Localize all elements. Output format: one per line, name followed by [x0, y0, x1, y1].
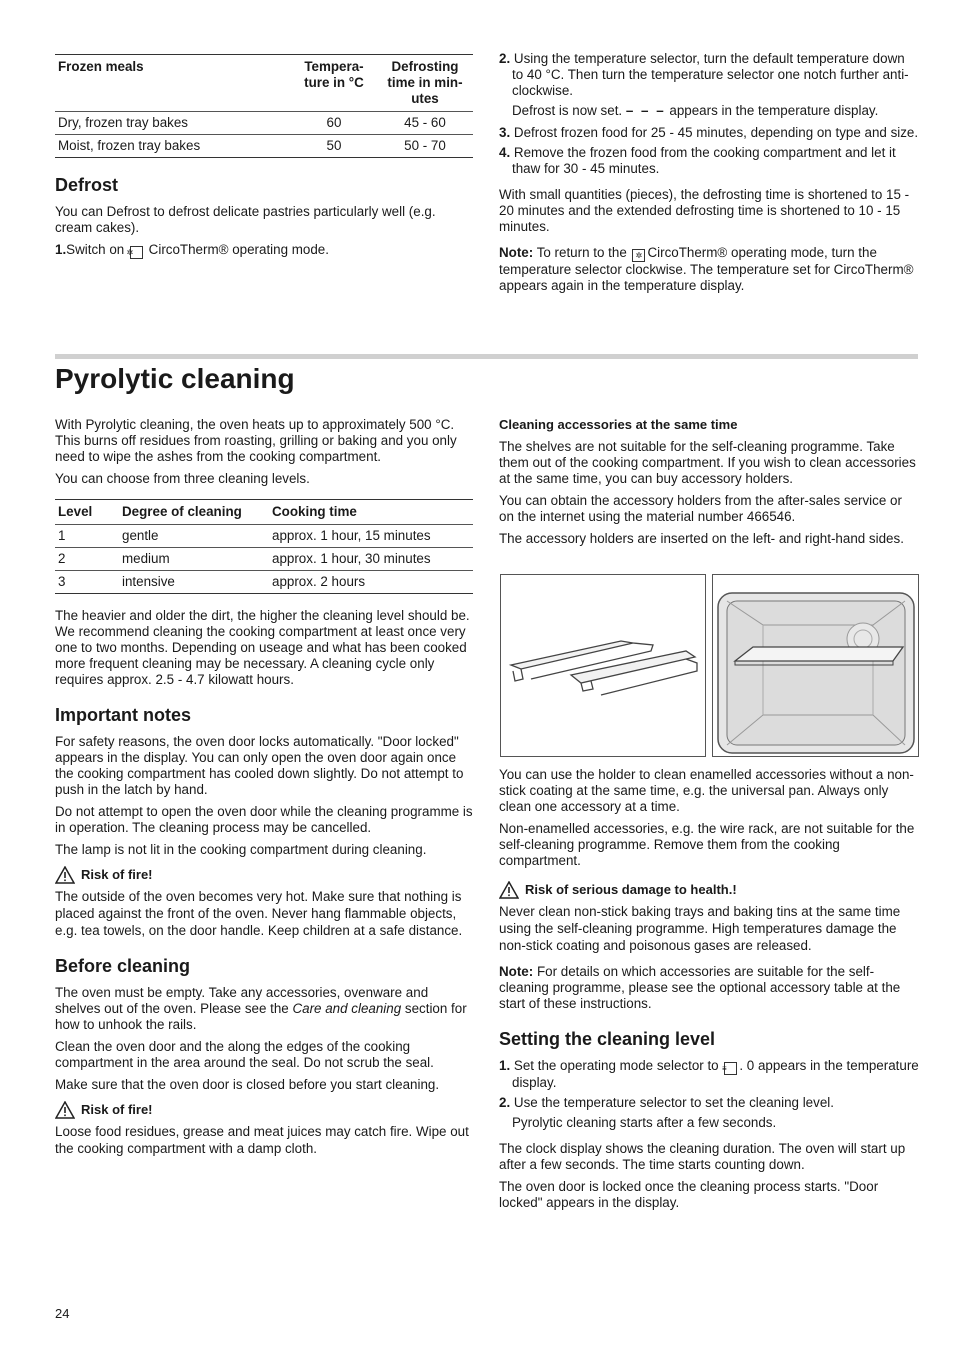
text: The oven must be empty. Take any accessories, ovenware and shelves out of the oven. Please see the — [55, 985, 429, 1016]
warning-triangle-icon — [55, 1101, 75, 1119]
setting-p2: The oven door is locked once the cleaning process starts. "Door locked" appears in the display. — [499, 1179, 879, 1210]
important-p1: For safety reasons, the oven door locks automatically. "Door locked" appears in the display. You can only open the oven door again once the cooking compartment has cooled down slightly. Do not attempt to push in the latch by hand. — [55, 734, 464, 797]
before-warning-text: Loose food residues, grease and meat juices may catch fire. Wipe out the cooking compartment with a damp cloth. — [55, 1124, 469, 1156]
step-text: Using the temperature selector, turn the default temperature down to 40 °C. Then turn the temperature selector one notch further anti-clockwise. — [512, 51, 909, 98]
cleaning-level-table — [55, 499, 473, 594]
table-row — [55, 548, 473, 571]
defrost-note — [499, 245, 919, 294]
health-risk-warning — [499, 881, 919, 899]
defrost-continued — [499, 51, 919, 300]
note-text: To return to the — [533, 245, 631, 260]
setting-step-1 — [499, 1058, 919, 1091]
table-header-cell: Level — [58, 504, 93, 519]
pyrolytic-right-column-lower — [499, 767, 919, 1217]
table-cell: 50 — [291, 135, 377, 158]
frozen-meals-table — [55, 54, 473, 158]
table-cell: gentle — [119, 525, 269, 548]
before-p2: Clean the oven door and the along the edges of the cooking compartment in the area around the seal. Do not scrub the seal. — [55, 1039, 434, 1070]
table-row — [55, 112, 473, 135]
step-number: 4. — [499, 145, 511, 160]
table-cell: approx. 1 hour, 30 minutes — [269, 548, 473, 571]
section-divider — [55, 354, 918, 359]
accessories-note — [499, 964, 919, 1012]
table-cell: approx. 2 hours — [269, 571, 473, 594]
step-number: 2. — [499, 51, 511, 66]
page-title: Pyrolytic cleaning — [55, 363, 295, 394]
frozen-meals-section — [55, 54, 473, 263]
pyro-dirt-text: The heavier and older the dirt, the higher the cleaning level should be. We recommend cleaning the cooking compartment at least once very one to two months. Depending on useage and what has been cooked more frequent cleaning may be necessary. A cleaning cycle only requires approx. 2.5 - 4.7 kilowatt hours. — [55, 608, 470, 687]
oven-interior-figure — [712, 574, 919, 757]
risk-of-fire-warning — [55, 866, 473, 884]
step-text: . 0 appears in the temperature display. — [512, 1058, 919, 1090]
table-header-row — [55, 500, 473, 525]
table-header-cell: Degree of cleaning — [122, 504, 242, 519]
accessories-p4: You can use the holder to clean enamelled accessories without a non-stick coating at the same time, e.g. the universal pan. Always only clean one accessory at a time. — [499, 767, 914, 814]
accessory-holder-illustration — [501, 575, 705, 756]
emphasis: Care and cleaning — [292, 1001, 402, 1016]
table-header-cell: Frozen meals — [58, 59, 144, 74]
pyrolytic-left-column — [55, 417, 473, 1163]
table-cell: 60 — [291, 112, 377, 135]
defrost-step-2-result — [499, 103, 919, 119]
important-p3: The lamp is not lit in the cooking compartment during cleaning. — [55, 842, 427, 857]
accessories-p3: The accessory holders are inserted on the left- and right-hand sides. — [499, 531, 904, 546]
important-notes-heading: Important notes — [55, 705, 192, 725]
table-header-row — [55, 55, 473, 112]
setting-step-2 — [499, 1095, 919, 1111]
table-cell: 45 - 60 — [377, 112, 473, 135]
table-header-cell: Defrosting time in min-utes — [387, 59, 463, 106]
defrost-step-3 — [499, 125, 919, 141]
step-text: Remove the frozen food from the cooking compartment and let it thaw for 30 - 45 minutes. — [512, 145, 896, 176]
step-text: Set the operating mode selector to — [513, 1058, 723, 1073]
note-text: CircoTherm® operating mode, turn the temperature selector clockwise. The temperature set for CircoTherm® appears again in the temperature display. — [499, 245, 914, 293]
warning-triangle-icon — [55, 866, 75, 884]
setting-cleaning-level-heading: Setting the cleaning level — [499, 1029, 716, 1049]
step-text: Defrost is now set. — [512, 103, 626, 118]
step-number: 3. — [499, 125, 511, 140]
defrost-small-quantities: With small quantities (pieces), the defrosting time is shortened to 15 - 20 minutes and the extended defrosting time is shortened to 10 - 15 minutes. — [499, 187, 910, 234]
defrost-intro: You can Defrost to defrost delicate pastries particularly well (e.g. cream cakes). — [55, 204, 436, 235]
table-header-cell: Cooking time — [272, 504, 357, 519]
defrost-step-4 — [499, 145, 919, 177]
risk-of-fire-warning — [55, 1101, 473, 1119]
table-header-cell: Tempera- ture in °C — [304, 59, 364, 90]
table-cell: 1 — [55, 525, 119, 548]
text: section for how to unhook the rails. — [55, 1001, 467, 1032]
setting-p1: The clock display shows the cleaning duration. The oven will start up after a few seconds. The time starts counting down. — [499, 1141, 906, 1172]
pyro-levels-text: You can choose from three cleaning levels. — [55, 471, 310, 486]
pyro-intro: With Pyrolytic cleaning, the oven heats up to approximately 500 °C. This burns off residues from roasting, grilling or baking and you only need to wipe the ashes from the cooking compartment. — [55, 417, 457, 464]
oven-interior-illustration — [713, 575, 918, 756]
step-number: 1. — [55, 242, 67, 257]
step-text: Defrost frozen food for 25 - 45 minutes, depending on type and size. — [513, 125, 919, 140]
pyrolytic-right-column — [499, 417, 919, 553]
note-text: For details on which accessories are suitable for the self-cleaning programme, please see the optional accessory table at the start of these instructions. — [499, 964, 901, 1011]
step-text: appears in the temperature display. — [665, 103, 879, 118]
table-row — [55, 571, 473, 594]
accessories-p5: Non-enamelled accessories, e.g. the wire rack, are not suitable for the self-cleaning programme. Remove them from the cooking compartment. — [499, 821, 915, 868]
step-number: 1. — [499, 1058, 511, 1073]
accessories-p1: The shelves are not suitable for the self-cleaning programme. Take them out of the cooking compartment. If you wish to clean accessories at the same time, you can buy accessory holders. — [499, 439, 916, 486]
step-text: Use the temperature selector to set the cleaning level. — [513, 1095, 834, 1110]
step-number: 2. — [499, 1095, 511, 1110]
accessories-p2: You can obtain the accessory holders from the after-sales service or on the internet using the material number 466546. — [499, 493, 902, 524]
table-cell: approx. 1 hour, 15 minutes — [269, 525, 473, 548]
before-p3: Make sure that the oven door is closed before you start cleaning. — [55, 1077, 440, 1092]
defrost-step-1 — [55, 242, 473, 259]
table-cell: Moist, frozen tray bakes — [55, 135, 291, 158]
table-cell: medium — [119, 548, 269, 571]
note-label: Note: — [499, 245, 534, 260]
table-cell: 2 — [55, 548, 119, 571]
setting-step-2-result: Pyrolytic cleaning starts after a few seconds. — [512, 1115, 777, 1130]
temperature-display-dashes: – – – — [625, 103, 666, 118]
table-cell: Dry, frozen tray bakes — [55, 112, 291, 135]
before-p1 — [55, 985, 473, 1033]
table-row — [55, 525, 473, 548]
warning-label: Risk of serious damage to health.! — [525, 882, 737, 897]
before-cleaning-heading: Before cleaning — [55, 956, 191, 976]
accessories-warning-text: Never clean non-stick baking trays and baking tins at the same time using the self-cleaning programme. High temperatures damage the non-stick coating and poisonous gases are released. — [499, 904, 901, 953]
important-warning-text: The outside of the oven becomes very hot. Make sure that nothing is placed against the front of the oven. Never hang flammable objects, e.g. tea towels, on the door handle. Keep children at a safe distance. — [55, 889, 463, 938]
pyrolysis-mode-icon: ≡ — [724, 1062, 737, 1075]
circotherm-icon: ✲ — [632, 249, 645, 262]
page-number: 24 — [55, 1306, 70, 1321]
warning-triangle-icon — [499, 881, 519, 899]
note-label: Note: — [499, 964, 534, 979]
table-row — [55, 135, 473, 158]
table-cell: 3 — [55, 571, 119, 594]
accessory-holder-figure — [500, 574, 706, 757]
table-cell: intensive — [119, 571, 269, 594]
table-cell: 50 - 70 — [377, 135, 473, 158]
circotherm-icon: ✲ — [130, 246, 143, 259]
defrost-heading: Defrost — [55, 175, 119, 195]
important-p2: Do not attempt to open the oven door while the cleaning programme is in operation. The cleaning process may be cancelled. — [55, 804, 473, 835]
accessories-heading: Cleaning accessories at the same time — [499, 417, 738, 432]
step-text: Switch on — [66, 242, 128, 257]
warning-label: Risk of fire! — [81, 867, 153, 882]
defrost-step-2 — [499, 51, 919, 99]
warning-label: Risk of fire! — [81, 1102, 153, 1117]
step-text: CircoTherm® operating mode. — [144, 242, 329, 257]
